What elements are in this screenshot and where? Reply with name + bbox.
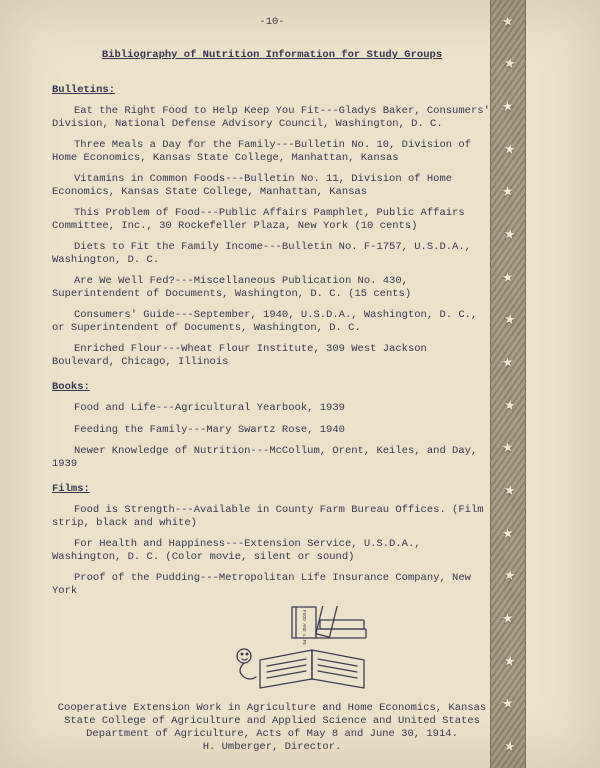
footer-line: Cooperative Extension Work in Agriculture and Home Economics, Kansas — [57, 702, 487, 714]
star-icon: ★ — [502, 137, 518, 161]
bibliography-entry: Food is Strength---Available in County Farm Bureau Offices. (Film strip, black and white) — [52, 504, 484, 529]
page-number: -10- — [259, 16, 285, 28]
star-icon: ★ — [502, 392, 518, 417]
bibliography-entry: Feeding the Family---Mary Swartz Rose, 1940 — [74, 423, 345, 436]
book-spine-label: FOOD AND LIFE — [301, 610, 306, 646]
bibliography-entry: This Problem of Food---Public Affairs Pamphlet, Public Affairs Committee, Inc., 30 Rockefeller Plaza, New York (10 cents) — [52, 207, 465, 232]
star-icon: ★ — [501, 350, 515, 374]
document-content — [52, 16, 492, 754]
star-icon: ★ — [502, 222, 518, 246]
bibliography-entry: Vitamins in Common Foods---Bulletin No. 11, Division of Home Economics, Kansas State College, Manhattan, Kansas — [52, 173, 453, 198]
bibliography-entry: Eat the Right Food to Help Keep You Fit---Gladys Baker, Consumers' Division, National Defense Advisory Council, Washington, D. C. — [52, 105, 490, 130]
star-icon: ★ — [501, 9, 515, 33]
section-heading-bulletins: Bulletins: — [52, 84, 116, 96]
star-icon: ★ — [501, 691, 515, 715]
section-heading-books: Books: — [52, 381, 90, 393]
star-icon: ★ — [502, 734, 518, 758]
bibliography-entry: Are We Well Fed?---Miscellaneous Publication No. 430, Superintendent of Documents, Washington, D. C. (15 cents) — [52, 275, 412, 300]
star-ribbon — [490, 0, 526, 768]
footer — [52, 702, 492, 754]
star-icon: ★ — [502, 307, 518, 332]
star-icon: ★ — [501, 94, 515, 118]
books-illustration — [222, 606, 402, 698]
star-icon: ★ — [502, 648, 518, 673]
footer-line: H. Umberger, Director. — [202, 741, 342, 753]
bibliography-entry: Newer Knowledge of Nutrition---McCollum, Orent, Keiles, and Day, 1939 — [52, 445, 478, 470]
star-icon: ★ — [502, 563, 518, 588]
bibliography-entry: Consumers' Guide---September, 1940, U.S.D.A., Washington, D. C., or Superintendent of Documents, Washington, D. C. — [52, 309, 478, 334]
illustration-container — [92, 606, 532, 698]
footer-line: Department of Agriculture, Acts of May 8 and June 30, 1914. — [86, 728, 458, 740]
bibliography-entry: Diets to Fit the Family Income---Bulletin No. F-1757, U.S.D.A., Washington, D. C. — [52, 241, 471, 266]
star-icon: ★ — [501, 265, 515, 289]
star-icon: ★ — [502, 51, 518, 76]
star-icon: ★ — [501, 521, 515, 545]
bibliography-entry: Three Meals a Day for the Family---Bulletin No. 10, Division of Home Economics, Kansas State College, Manhattan, Kansas — [52, 139, 471, 164]
page-title: Bibliography of Nutrition Information for Study Groups — [101, 49, 443, 61]
star-icon: ★ — [501, 435, 515, 459]
section-heading-films: Films: — [52, 483, 90, 495]
footer-line: State College of Agriculture and Applied Science and United States — [64, 715, 480, 727]
star-icon: ★ — [501, 606, 515, 630]
bibliography-entry: Proof of the Pudding---Metropolitan Life Insurance Company, New York — [52, 572, 471, 597]
star-icon: ★ — [501, 179, 515, 203]
bibliography-entry: Enriched Flour---Wheat Flour Institute, 309 West Jackson Boulevard, Chicago, Illinois — [52, 343, 427, 368]
bibliography-entry: For Health and Happiness---Extension Service, U.S.D.A., Washington, D. C. (Color movie, silent or sound) — [52, 538, 421, 563]
bibliography-entry: Food and Life---Agricultural Yearbook, 1939 — [74, 402, 345, 414]
star-icon: ★ — [502, 478, 518, 502]
